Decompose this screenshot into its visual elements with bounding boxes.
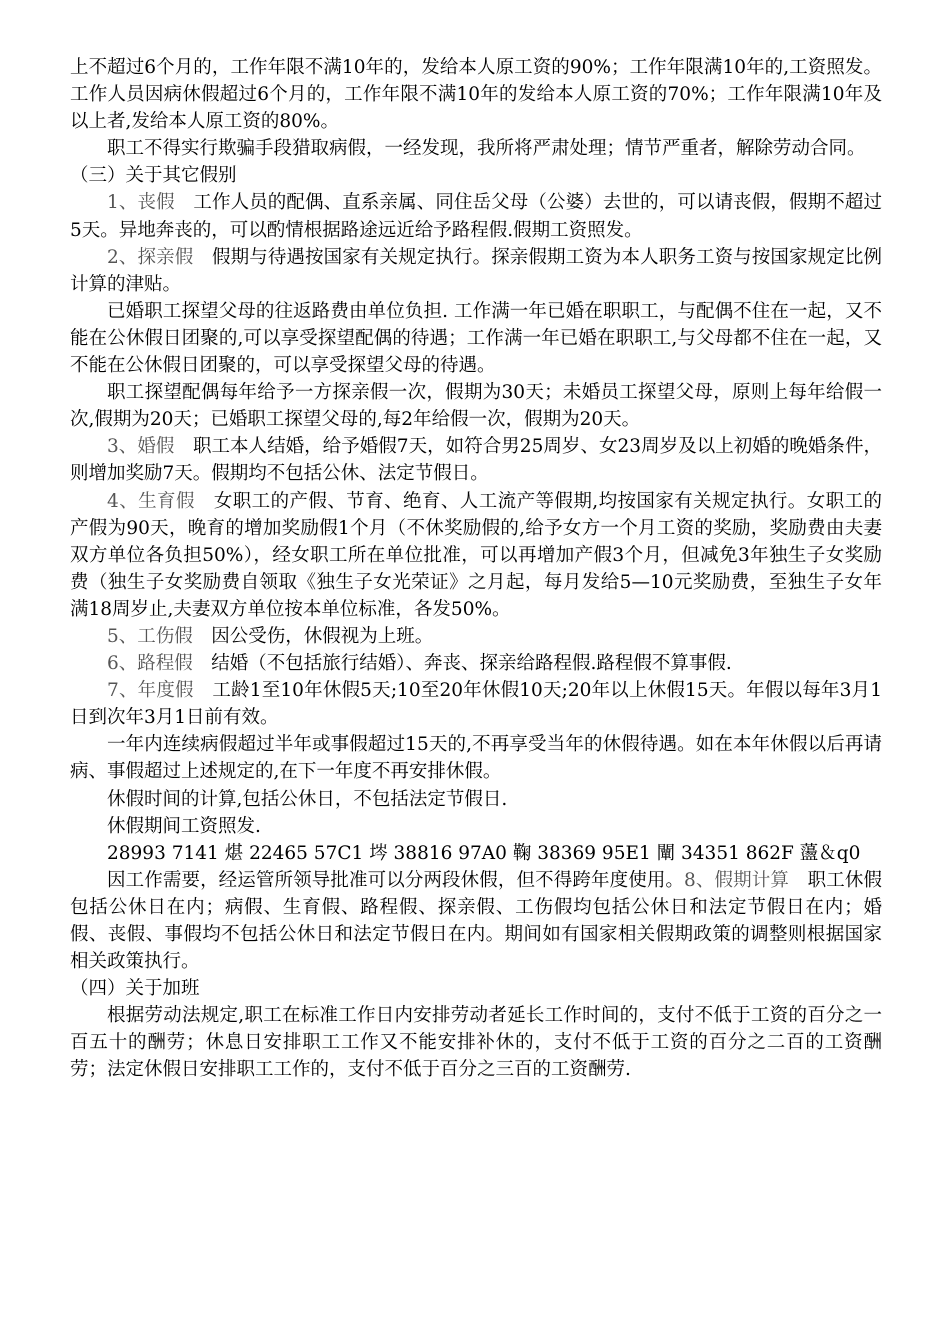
home-leave-text: 假期与待遇按国家有关规定执行。探亲假期工资为本人职务工资与按国家规定比例计算的津贴。 bbox=[70, 246, 882, 295]
split-leave-text: 因工作需要，经运管所领导批准可以分两段休假，但不得跨年度使用。 bbox=[107, 869, 685, 891]
travel-leave-text: 结婚（不包括旅行结婚）、奔丧、探亲给路程假.路程假不算事假. bbox=[192, 653, 732, 675]
funeral-leave-text: 工作人员的配偶、直系亲属、同住岳父母（公婆）去世的，可以请丧假，假期不超过5天。异地奔丧的，可以酌情根据路途远近给予路程假.假期工资照发。 bbox=[70, 192, 882, 241]
home-leave-item bbox=[70, 244, 882, 298]
leave-calculation-text: 职工休假包括公休日在内；病假、生育假、路程假、探亲假、工伤假均包括公休日和法定节假日在内；婚假、丧假、事假均不包括公休日和法定节假日在内。期间如有国家相关假期政策的调整则根据国家相关政策执行。 bbox=[70, 869, 882, 973]
annual-leave-exclusion-paragraph: 一年内连续病假超过半年或事假超过15天的,不再享受当年的休假待遇。如在本年休假以后再请病、事假超过上述规定的,在下一年度不再安排休假。 bbox=[70, 734, 882, 783]
travel-leave-term: 6、路程假 bbox=[107, 653, 193, 675]
section-heading-overtime: （四）关于加班 bbox=[70, 978, 200, 1000]
split-leave-and-calculation-paragraph bbox=[70, 867, 882, 975]
section-heading-other-leave: （三）关于其它假别 bbox=[70, 165, 237, 187]
visit-frequency-paragraph: 职工探望配偶每年给予一方探亲假一次，假期为30天；未婚员工探望父母，原则上每年给假一次,假期为20天；已婚职工探望父母的,每2年给假一次，假期为20天。 bbox=[70, 382, 882, 431]
leave-pay-paragraph: 休假期间工资照发. bbox=[107, 815, 261, 837]
injury-leave-term: 5、工伤假 bbox=[107, 625, 193, 647]
home-leave-term: 2、探亲假 bbox=[107, 246, 194, 268]
leave-time-calculation-paragraph: 休假时间的计算,包括公休日，不包括法定节假日. bbox=[107, 788, 508, 810]
annual-leave-term: 7、年度假 bbox=[107, 680, 194, 702]
annual-leave-item bbox=[70, 677, 882, 731]
document-page bbox=[70, 54, 882, 1084]
marriage-leave-term: 3、婚假 bbox=[107, 436, 175, 458]
maternity-leave-term: 4、生育假 bbox=[107, 490, 195, 512]
funeral-leave-term: 1、丧假 bbox=[107, 192, 175, 214]
overtime-paragraph: 根据劳动法规定,职工在标准工作日内安排劳动者延长工作时间的，支付不低于工资的百分之一百五十的酬劳；休息日安排职工工作又不能安排补休的，支付不低于工资的百分之二百的工资酬劳；法定休假日安排职工工作的，支付不低于百分之三百的工资酬劳. bbox=[70, 1005, 882, 1081]
leave-calculation-term: 8、假期计算 bbox=[684, 869, 790, 891]
marriage-leave-item bbox=[70, 433, 882, 487]
garbled-text-line: 28993 7141 煁 22465 57C1 埁 38816 97A0 鞠 38369 95E1 闡 34351 862F 蘯＆q0 bbox=[107, 842, 861, 864]
marriage-leave-text: 职工本人结婚，给予婚假7天，如符合男25周岁、女23周岁及以上初婚的晚婚条件，则增加奖励7天。假期均不包括公休、法定节假日。 bbox=[70, 436, 882, 485]
visit-travel-paragraph: 已婚职工探望父母的往返路费由单位负担. 工作满一年已婚在职职工，与配偶不住在一起，又不能在公休假日团聚的,可以享受探望配偶的待遇；工作满一年已婚在职职工,与父母都不住在一起，又不能在公休假日团聚的，可以享受探望父母的待遇。 bbox=[70, 300, 882, 377]
funeral-leave-item bbox=[70, 189, 882, 243]
maternity-leave-text: 女职工的产假、节育、绝育、人工流产等假期,均按国家有关规定执行。女职工的产假为90天，晚育的增加奖励假1个月（不休奖励假的,给予女方一个月工资的奖励，奖励费由夫妻双方单位各负担50%），经女职工所在单位批准，可以再增加产假3个月，但减免3年独生子女奖励费（独生子女奖励费自领取《独生子女光荣证》之月起，每月发给5—10元奖励费，至独生子女年满18周岁止,夫妻双方单位按本单位标准，各发50%。 bbox=[70, 490, 882, 620]
fraud-warning-paragraph: 职工不得实行欺骗手段猎取病假，一经发现，我所将严肃处理；情节严重者，解除劳动合同。 bbox=[107, 138, 866, 160]
travel-leave-item bbox=[70, 650, 882, 677]
injury-leave-item bbox=[70, 623, 882, 650]
annual-leave-text: 工龄1至10年休假5天;10至20年休假10天;20年以上休假15天。年假以每年3月1日到次年3月1日前有效。 bbox=[70, 680, 882, 729]
maternity-leave-item bbox=[70, 488, 882, 623]
injury-leave-text: 因公受伤，休假视为上班。 bbox=[192, 625, 434, 647]
sick-leave-pay-paragraph: 上不超过6个月的，工作年限不满10年的，发给本人原工资的90%；工作年限满10年的,工资照发。工作人员因病休假超过6个月的，工作年限不满10年的发给本人原工资的70%；工作年限满10年及以上者,发给本人原工资的80%。 bbox=[70, 57, 882, 133]
